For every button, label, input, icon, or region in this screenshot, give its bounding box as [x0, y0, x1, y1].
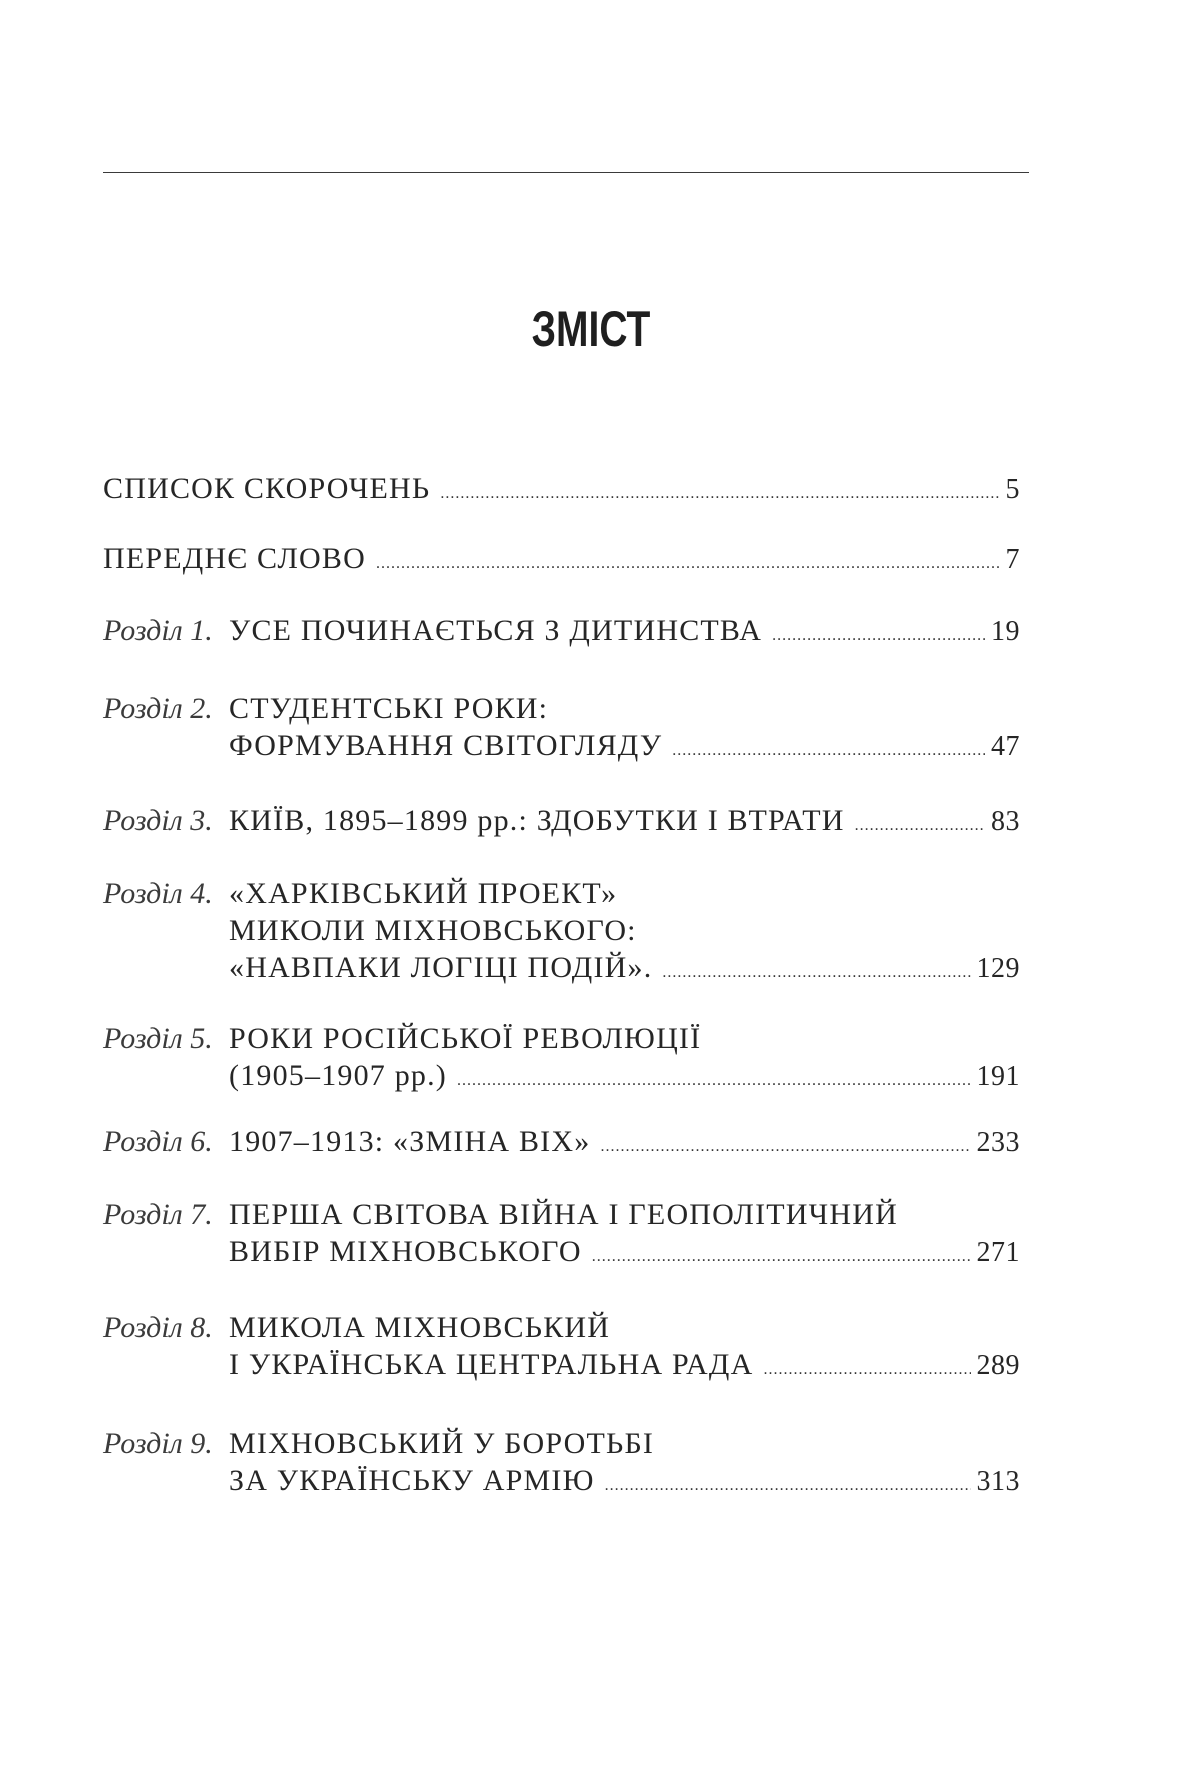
- toc-entry: [103, 875, 1020, 986]
- toc-line: [103, 875, 1020, 912]
- chapter-label: Розділ 7.: [103, 1198, 213, 1231]
- toc-line: [103, 540, 1020, 577]
- toc-title: ФОРМУВАННЯ СВІТОГЛЯДУ: [229, 729, 663, 762]
- toc-entry: [103, 1309, 1020, 1383]
- toc-entry: [103, 802, 1020, 839]
- toc-line: [103, 1123, 1020, 1160]
- dot-leader: [772, 612, 985, 654]
- toc-entry: [103, 470, 1020, 507]
- toc-title: 1907–1913: «ЗМІНА ВІХ»: [229, 1125, 591, 1158]
- dot-leader: [457, 1057, 971, 1099]
- toc-title: УСЕ ПОЧИНАЄТЬСЯ З ДИТИНСТВА: [229, 614, 763, 647]
- toc-line: [103, 727, 1020, 764]
- toc-line: [103, 949, 1020, 986]
- toc-entry: [103, 1196, 1020, 1270]
- toc-line: [103, 1346, 1020, 1383]
- toc-line: [103, 470, 1020, 507]
- page-number: 19: [991, 616, 1020, 647]
- toc-title: «НАВПАКИ ЛОГІЦІ ПОДІЙ».: [229, 951, 653, 984]
- page-number: 191: [976, 1061, 1020, 1092]
- dot-leader: [605, 1462, 971, 1504]
- toc-title: ВИБІР МІХНОВСЬКОГО: [229, 1235, 582, 1268]
- toc-title: «ХАРКІВСЬКИЙ ПРОЕКТ»: [229, 877, 618, 910]
- toc-title: МІХНОВСЬКИЙ У БОРОТЬБІ: [229, 1427, 655, 1460]
- page-number: 47: [991, 731, 1020, 762]
- toc-title: ПЕРША СВІТОВА ВІЙНА І ГЕОПОЛІТИЧНИЙ: [229, 1198, 898, 1231]
- toc-title: МИКОЛА МІХНОВСЬКИЙ: [229, 1311, 611, 1344]
- toc-entry: [103, 690, 1020, 764]
- page-number: 5: [1005, 474, 1020, 505]
- toc-entry: [103, 1123, 1020, 1160]
- toc-line: [103, 1233, 1020, 1270]
- page-number: 289: [976, 1350, 1020, 1381]
- dot-leader: [592, 1233, 971, 1275]
- chapter-label: Розділ 2.: [103, 692, 213, 725]
- chapter-label: Розділ 9.: [103, 1427, 213, 1460]
- toc-line: [103, 912, 1020, 949]
- dot-leader: [376, 540, 1000, 582]
- toc-line: [103, 1309, 1020, 1346]
- toc-title: РОКИ РОСІЙСЬКОЇ РЕВОЛЮЦІЇ: [229, 1022, 702, 1055]
- toc-title: МИКОЛИ МІХНОВСЬКОГО:: [229, 914, 637, 947]
- dot-leader: [763, 1346, 970, 1388]
- toc-title: (1905–1907 рр.): [229, 1059, 447, 1092]
- dot-leader: [855, 802, 985, 844]
- page-number: 313: [976, 1466, 1020, 1497]
- toc-title: КИЇВ, 1895–1899 рр.: ЗДОБУТКИ І ВТРАТИ: [229, 804, 845, 837]
- page-number: 83: [991, 806, 1020, 837]
- dot-leader: [600, 1123, 970, 1165]
- toc-entry: [103, 1020, 1020, 1094]
- toc-line: [103, 1020, 1020, 1057]
- toc-entry: [103, 540, 1020, 577]
- toc-title: ЗА УКРАЇНСЬКУ АРМІЮ: [229, 1464, 595, 1497]
- chapter-label: Розділ 3.: [103, 804, 213, 837]
- chapter-label: Розділ 6.: [103, 1125, 213, 1158]
- toc-title: СПИСОК СКОРОЧЕНЬ: [103, 472, 431, 505]
- toc-entry: [103, 1425, 1020, 1499]
- toc-title: ПЕРЕДНЄ СЛОВО: [103, 542, 366, 575]
- toc-line: [103, 1462, 1020, 1499]
- dot-leader: [662, 949, 970, 991]
- chapter-label: Розділ 8.: [103, 1311, 213, 1344]
- toc-title: СТУДЕНТСЬКІ РОКИ:: [229, 692, 549, 725]
- toc-entry: [103, 612, 1020, 649]
- header-rule: [103, 172, 1029, 173]
- toc-line: [103, 612, 1020, 649]
- chapter-label: Розділ 1.: [103, 614, 213, 647]
- toc-line: [103, 1425, 1020, 1462]
- toc-title: І УКРАЇНСЬКА ЦЕНТРАЛЬНА РАДА: [229, 1348, 754, 1381]
- dot-leader: [672, 727, 985, 769]
- chapter-label: Розділ 4.: [103, 877, 213, 910]
- page-number: 271: [976, 1237, 1020, 1268]
- toc-line: [103, 1057, 1020, 1094]
- page-number: 129: [976, 953, 1020, 984]
- page-number: 7: [1005, 544, 1020, 575]
- page-number: 233: [976, 1127, 1020, 1158]
- toc-line: [103, 802, 1020, 839]
- toc-line: [103, 690, 1020, 727]
- dot-leader: [440, 470, 999, 512]
- page-title: ЗМІСТ: [531, 301, 651, 357]
- chapter-label: Розділ 5.: [103, 1022, 213, 1055]
- toc-line: [103, 1196, 1020, 1233]
